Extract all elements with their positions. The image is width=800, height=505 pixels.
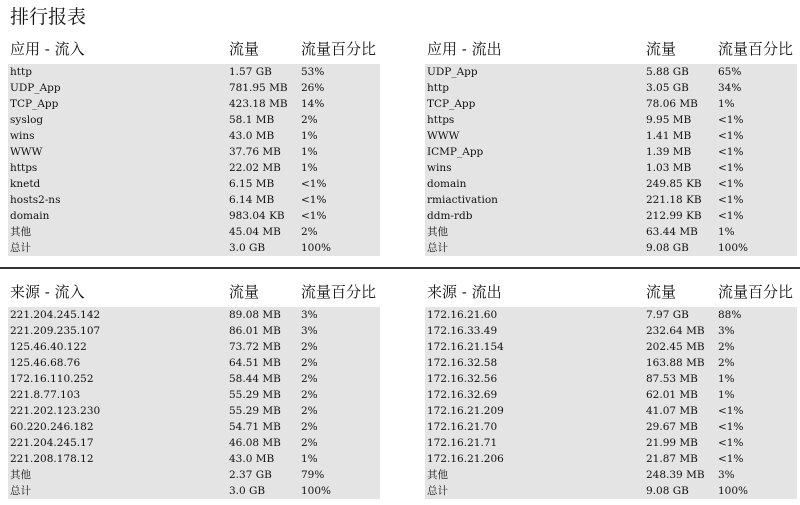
table-row (425, 355, 797, 371)
row-percent: 14% (301, 98, 325, 110)
table-row (8, 160, 380, 176)
row-percent: 100% (718, 242, 749, 254)
header-traffic: 流量 (229, 40, 260, 58)
table-row (425, 112, 797, 128)
row-name: 125.46.40.122 (10, 341, 87, 353)
row-percent: <1% (718, 178, 744, 190)
table-row (8, 467, 380, 483)
row-traffic: 64.51 MB (229, 357, 281, 369)
row-percent: 2% (301, 405, 318, 417)
row-percent: 100% (301, 485, 332, 497)
row-traffic: 22.02 MB (229, 162, 281, 174)
row-name: wins (10, 130, 35, 142)
row-percent: 2% (301, 341, 318, 353)
row-traffic: 1.41 MB (646, 130, 692, 142)
row-name: ddm-rdb (427, 210, 473, 222)
row-traffic: 58.1 MB (229, 114, 275, 126)
header-traffic: 流量 (229, 283, 260, 301)
table-row (8, 224, 380, 240)
row-name: http (10, 66, 32, 78)
table-row (425, 339, 797, 355)
row-percent: 53% (301, 66, 325, 78)
table-row (425, 419, 797, 435)
row-traffic: 37.76 MB (229, 146, 281, 158)
row-percent: 26% (301, 82, 325, 94)
table-row (8, 208, 380, 224)
row-percent: <1% (718, 405, 744, 417)
row-name: TCP_App (427, 98, 476, 110)
row-percent: 1% (301, 162, 318, 174)
row-traffic: 2.37 GB (229, 469, 272, 481)
row-name: 60.220.246.182 (10, 421, 94, 433)
row-traffic: 73.72 MB (229, 341, 281, 353)
row-traffic: 29.67 MB (646, 421, 698, 433)
row-percent: <1% (718, 194, 744, 206)
app-inbound-table (8, 38, 380, 256)
app-outbound-table (425, 38, 797, 256)
table-row (8, 144, 380, 160)
row-traffic: 87.53 MB (646, 373, 698, 385)
row-name: 221.8.77.103 (10, 389, 81, 401)
row-traffic: 43.0 MB (229, 130, 275, 142)
row-traffic: 5.88 GB (646, 66, 689, 78)
table-header (425, 38, 797, 64)
row-percent: <1% (718, 146, 744, 158)
table-body (425, 64, 797, 256)
row-percent: <1% (301, 210, 327, 222)
row-name: UDP_App (10, 82, 61, 94)
row-traffic: 6.15 MB (229, 178, 275, 190)
page-title: 排行报表 (10, 6, 87, 28)
row-name: TCP_App (10, 98, 59, 110)
table-row (8, 419, 380, 435)
table-row (8, 96, 380, 112)
row-percent: 1% (301, 453, 318, 465)
header-percent: 流量百分比 (301, 40, 377, 58)
row-traffic: 983.04 KB (229, 210, 285, 222)
row-traffic: 202.45 MB (646, 341, 705, 353)
row-traffic: 7.97 GB (646, 309, 689, 321)
row-name: syslog (10, 114, 44, 126)
row-name: 其他 (427, 469, 448, 481)
row-traffic: 41.07 MB (646, 405, 698, 417)
header-percent: 流量百分比 (718, 283, 794, 301)
row-name: hosts2-ns (10, 194, 61, 206)
row-traffic: 63.44 MB (646, 226, 698, 238)
row-traffic: 21.99 MB (646, 437, 698, 449)
row-traffic: 232.64 MB (646, 325, 705, 337)
row-name: 172.16.21.209 (427, 405, 504, 417)
row-percent: <1% (718, 437, 744, 449)
row-percent: 3% (301, 309, 318, 321)
table-row (425, 64, 797, 80)
table-row (8, 371, 380, 387)
row-traffic: 9.08 GB (646, 485, 689, 497)
row-traffic: 9.95 MB (646, 114, 692, 126)
row-traffic: 62.01 MB (646, 389, 698, 401)
table-row (425, 483, 797, 499)
table-row (425, 387, 797, 403)
header-percent: 流量百分比 (301, 283, 377, 301)
row-name: 125.46.68.76 (10, 357, 81, 369)
row-name: 其他 (427, 226, 448, 238)
row-percent: 1% (718, 98, 735, 110)
row-name: https (10, 162, 38, 174)
row-name: 221.209.235.107 (10, 325, 101, 337)
row-percent: <1% (718, 453, 744, 465)
table-body (8, 307, 380, 499)
row-name: knetd (10, 178, 41, 190)
row-traffic: 58.44 MB (229, 373, 281, 385)
table-row (8, 403, 380, 419)
row-traffic: 423.18 MB (229, 98, 288, 110)
row-name: 221.204.245.17 (10, 437, 94, 449)
row-name: domain (427, 178, 467, 190)
header-name: 来源 - 流出 (427, 283, 502, 301)
header-traffic: 流量 (646, 40, 677, 58)
row-traffic: 54.71 MB (229, 421, 281, 433)
row-name: 221.208.178.12 (10, 453, 94, 465)
row-traffic: 9.08 GB (646, 242, 689, 254)
table-row (425, 176, 797, 192)
row-name: 总计 (10, 242, 31, 254)
table-row (8, 483, 380, 499)
row-traffic: 249.85 KB (646, 178, 702, 190)
row-percent: 1% (301, 130, 318, 142)
header-traffic: 流量 (646, 283, 677, 301)
section-divider (0, 267, 800, 269)
row-percent: 88% (718, 309, 742, 321)
table-header (425, 281, 797, 307)
row-traffic: 1.03 MB (646, 162, 692, 174)
row-name: 172.16.21.60 (427, 309, 498, 321)
row-name: 172.16.21.154 (427, 341, 504, 353)
row-name: 总计 (10, 485, 31, 497)
table-header (8, 281, 380, 307)
table-row (425, 451, 797, 467)
table-row (8, 451, 380, 467)
row-percent: 2% (301, 357, 318, 369)
row-traffic: 3.0 GB (229, 485, 266, 497)
row-percent: <1% (718, 162, 744, 174)
table-row (8, 387, 380, 403)
row-name: 221.202.123.230 (10, 405, 101, 417)
table-row (425, 128, 797, 144)
row-name: 221.204.245.142 (10, 309, 101, 321)
table-row (8, 80, 380, 96)
table-row (8, 128, 380, 144)
table-row (425, 467, 797, 483)
row-name: WWW (10, 146, 43, 158)
header-percent: 流量百分比 (718, 40, 794, 58)
table-row (425, 208, 797, 224)
row-name: 总计 (427, 242, 448, 254)
row-percent: 2% (301, 226, 318, 238)
row-traffic: 163.88 MB (646, 357, 705, 369)
row-traffic: 43.0 MB (229, 453, 275, 465)
row-percent: 65% (718, 66, 742, 78)
table-body (8, 64, 380, 256)
row-percent: <1% (718, 114, 744, 126)
row-name: 172.16.32.69 (427, 389, 498, 401)
row-traffic: 248.39 MB (646, 469, 705, 481)
table-row (425, 224, 797, 240)
row-percent: 2% (718, 357, 735, 369)
row-name: UDP_App (427, 66, 478, 78)
row-traffic: 46.08 MB (229, 437, 281, 449)
row-percent: 3% (718, 325, 735, 337)
row-percent: 3% (718, 469, 735, 481)
row-traffic: 781.95 MB (229, 82, 288, 94)
row-percent: <1% (718, 130, 744, 142)
row-percent: 34% (718, 82, 742, 94)
row-traffic: 55.29 MB (229, 405, 281, 417)
row-name: 172.16.21.71 (427, 437, 498, 449)
table-body (425, 307, 797, 499)
row-percent: 2% (301, 389, 318, 401)
row-name: rmiactivation (427, 194, 498, 206)
row-name: 其他 (10, 469, 31, 481)
table-row (425, 96, 797, 112)
row-percent: <1% (301, 178, 327, 190)
table-header (8, 38, 380, 64)
table-row (8, 240, 380, 256)
row-name: wins (427, 162, 452, 174)
header-name: 来源 - 流入 (10, 283, 85, 301)
row-traffic: 212.99 KB (646, 210, 702, 222)
row-percent: 1% (718, 373, 735, 385)
header-name: 应用 - 流出 (427, 40, 502, 58)
table-row (8, 307, 380, 323)
row-percent: 1% (718, 226, 735, 238)
row-name: 其他 (10, 226, 31, 238)
row-traffic: 89.08 MB (229, 309, 281, 321)
row-name: 172.16.33.49 (427, 325, 498, 337)
table-row (8, 355, 380, 371)
row-traffic: 45.04 MB (229, 226, 281, 238)
row-percent: <1% (718, 421, 744, 433)
table-row (8, 435, 380, 451)
table-row (425, 240, 797, 256)
row-percent: 1% (718, 389, 735, 401)
row-percent: 79% (301, 469, 325, 481)
table-row (425, 323, 797, 339)
row-traffic: 86.01 MB (229, 325, 281, 337)
row-name: 总计 (427, 485, 448, 497)
row-name: http (427, 82, 449, 94)
row-name: ICMP_App (427, 146, 484, 158)
row-name: 172.16.32.56 (427, 373, 498, 385)
row-traffic: 6.14 MB (229, 194, 275, 206)
row-traffic: 3.0 GB (229, 242, 266, 254)
row-name: 172.16.21.206 (427, 453, 504, 465)
table-row (8, 192, 380, 208)
row-traffic: 221.18 KB (646, 194, 702, 206)
source-inbound-table (8, 281, 380, 499)
row-percent: 2% (301, 421, 318, 433)
row-percent: 3% (301, 325, 318, 337)
table-row (8, 112, 380, 128)
row-name: 172.16.32.58 (427, 357, 498, 369)
row-percent: 2% (301, 437, 318, 449)
row-traffic: 55.29 MB (229, 389, 281, 401)
table-row (8, 323, 380, 339)
header-name: 应用 - 流入 (10, 40, 85, 58)
row-percent: 100% (718, 485, 749, 497)
table-row (8, 176, 380, 192)
table-row (425, 160, 797, 176)
table-row (8, 339, 380, 355)
row-traffic: 1.57 GB (229, 66, 272, 78)
row-percent: 1% (301, 146, 318, 158)
table-row (425, 307, 797, 323)
row-percent: 2% (301, 373, 318, 385)
row-percent: 2% (301, 114, 318, 126)
row-name: WWW (427, 130, 460, 142)
table-row (425, 371, 797, 387)
row-traffic: 3.05 GB (646, 82, 689, 94)
table-row (425, 80, 797, 96)
table-row (425, 403, 797, 419)
table-row (425, 192, 797, 208)
row-name: domain (10, 210, 50, 222)
row-name: 172.16.110.252 (10, 373, 94, 385)
table-row (8, 64, 380, 80)
row-percent: <1% (718, 210, 744, 222)
row-traffic: 1.39 MB (646, 146, 692, 158)
row-traffic: 78.06 MB (646, 98, 698, 110)
row-traffic: 21.87 MB (646, 453, 698, 465)
row-percent: <1% (301, 194, 327, 206)
row-percent: 2% (718, 341, 735, 353)
source-outbound-table (425, 281, 797, 499)
row-name: 172.16.21.70 (427, 421, 498, 433)
table-row (425, 435, 797, 451)
row-name: https (427, 114, 455, 126)
table-row (425, 144, 797, 160)
row-percent: 100% (301, 242, 332, 254)
